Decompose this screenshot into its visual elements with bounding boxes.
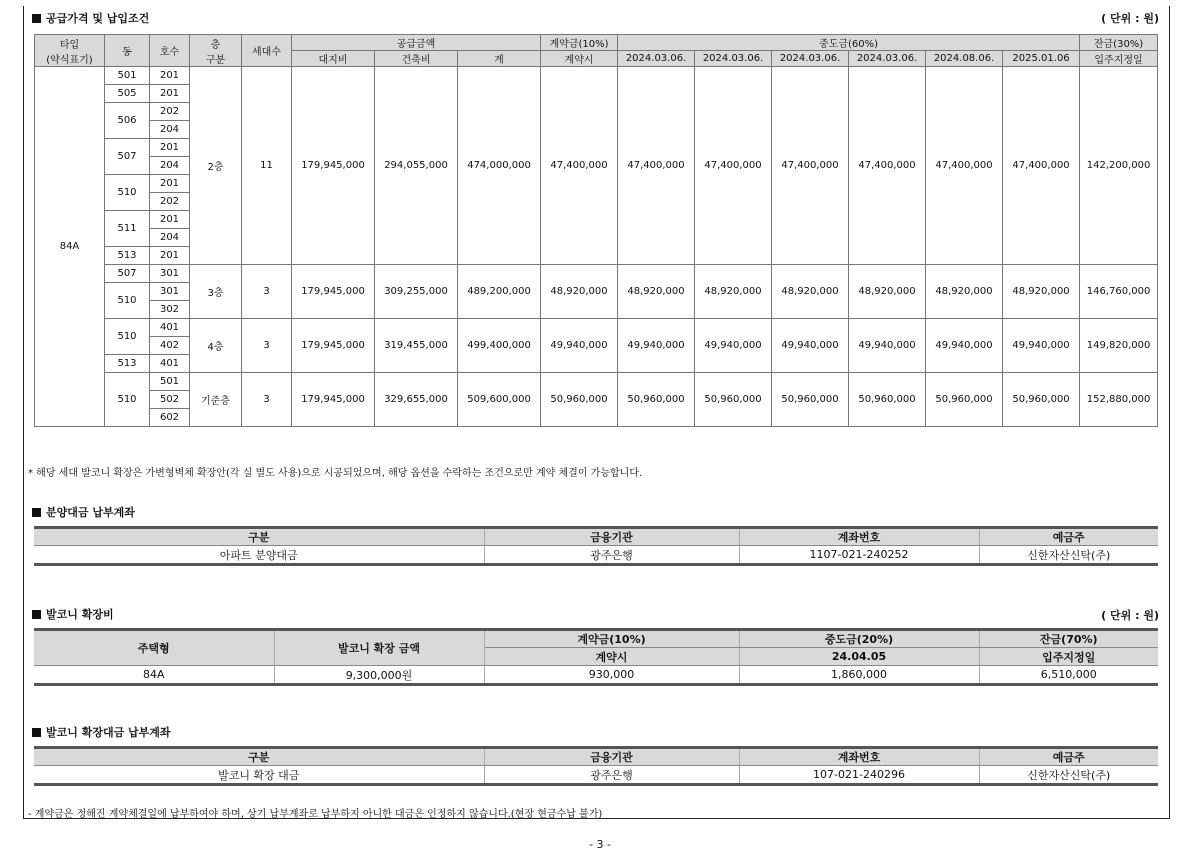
document-page bbox=[23, 6, 1170, 819]
subheader-contract: 계약시 bbox=[484, 648, 739, 666]
balcony-note: * 해당 세대 발코니 확장은 가변형벽체 확장안(각 실 별도 사용)으로 시공되었으며, 해당 옵션을 수락하는 조건으로만 계약 체결이 가능합니다. bbox=[28, 468, 643, 479]
cell-middle: 1,860,000 bbox=[739, 666, 979, 685]
header-balance-at: 입주지정일 bbox=[1080, 51, 1158, 67]
unit-label: ( 단위 : 원) bbox=[1101, 12, 1159, 25]
header-contract: 계약금(10%) bbox=[541, 35, 618, 51]
payment-account-table bbox=[34, 526, 1158, 566]
table-row bbox=[34, 546, 1158, 565]
cell-hosu: 202 bbox=[150, 103, 190, 121]
header-balance: 잔금(70%) bbox=[979, 630, 1158, 648]
cell-middle: 49,940,000 bbox=[926, 319, 1003, 373]
header-hosu: 호수 bbox=[150, 35, 190, 67]
cell-balance: 142,200,000 bbox=[1080, 67, 1158, 265]
header-bank: 금융기관 bbox=[484, 748, 739, 766]
cell-middle: 48,920,000 bbox=[618, 265, 695, 319]
cell-hosu: 204 bbox=[150, 121, 190, 139]
cell-middle: 48,920,000 bbox=[849, 265, 926, 319]
cell-dong: 507 bbox=[105, 139, 150, 175]
header-middle-date: 2024.03.06. bbox=[695, 51, 772, 67]
cell-hosu: 502 bbox=[150, 391, 190, 409]
cell-total: 499,400,000 bbox=[458, 319, 541, 373]
header-type: 타입 (약식표기) bbox=[35, 35, 105, 67]
header-contract: 계약금(10%) bbox=[484, 630, 739, 648]
deposit-note: - 계약금은 정해진 계약체결일에 납부하여야 하며, 상기 납부계좌로 납부하지 아니한 대금은 인정하지 않습니다.(현장 현금수납 불가) bbox=[28, 809, 603, 820]
cell-hosu: 201 bbox=[150, 247, 190, 265]
header-middle-date: 2024.03.06. bbox=[618, 51, 695, 67]
table-row bbox=[35, 67, 1158, 85]
cell-middle: 50,960,000 bbox=[849, 373, 926, 427]
table-header-row bbox=[34, 630, 1158, 648]
cell-contract: 47,400,000 bbox=[541, 67, 618, 265]
cell-hosu: 201 bbox=[150, 67, 190, 85]
header-building: 건축비 bbox=[375, 51, 458, 67]
header-middle: 중도금(60%) bbox=[618, 35, 1080, 51]
section-title-balcony-cost bbox=[32, 606, 114, 622]
cell-hosu: 501 bbox=[150, 373, 190, 391]
cell-middle: 48,920,000 bbox=[926, 265, 1003, 319]
cell-building: 319,455,000 bbox=[375, 319, 458, 373]
header-middle-date: 2024.03.06. bbox=[772, 51, 849, 67]
cell-middle: 50,960,000 bbox=[926, 373, 1003, 427]
header-account-holder: 예금주 bbox=[979, 748, 1158, 766]
header-floor: 층 구분 bbox=[190, 35, 242, 67]
header-middle-date: 2024.08.06. bbox=[926, 51, 1003, 67]
cell-dong: 510 bbox=[105, 175, 150, 211]
cell-land: 179,945,000 bbox=[292, 265, 375, 319]
cell-account-number: 1107-021-240252 bbox=[739, 546, 979, 565]
table-header-row bbox=[34, 748, 1158, 766]
cell-hosu: 201 bbox=[150, 175, 190, 193]
cell-account-number: 107-021-240296 bbox=[739, 766, 979, 785]
cell-middle: 49,940,000 bbox=[849, 319, 926, 373]
cell-units: 3 bbox=[242, 319, 292, 373]
cell-total: 509,600,000 bbox=[458, 373, 541, 427]
header-total: 계 bbox=[458, 51, 541, 67]
header-contract-at: 계약시 bbox=[541, 51, 618, 67]
cell-hosu: 401 bbox=[150, 319, 190, 337]
cell-land: 179,945,000 bbox=[292, 373, 375, 427]
cell-middle: 50,960,000 bbox=[618, 373, 695, 427]
header-supply-amount: 공급금액 bbox=[292, 35, 541, 51]
cell-dong: 501 bbox=[105, 67, 150, 85]
cell-units: 3 bbox=[242, 265, 292, 319]
cell-middle: 50,960,000 bbox=[772, 373, 849, 427]
header-category: 구분 bbox=[34, 528, 484, 546]
header-balcony-amount: 발코니 확장 금액 bbox=[274, 630, 484, 666]
cell-floor: 2층 bbox=[190, 67, 242, 265]
header-dong: 동 bbox=[105, 35, 150, 67]
supply-price-table bbox=[34, 34, 1158, 427]
cell-balance: 149,820,000 bbox=[1080, 319, 1158, 373]
header-middle: 중도금(20%) bbox=[739, 630, 979, 648]
table-row bbox=[35, 373, 1158, 391]
square-bullet-icon bbox=[32, 508, 41, 517]
header-account-number: 계좌번호 bbox=[739, 748, 979, 766]
cell-dong: 513 bbox=[105, 247, 150, 265]
cell-category: 발코니 확장 대금 bbox=[34, 766, 484, 785]
cell-hosu: 202 bbox=[150, 193, 190, 211]
cell-contract: 48,920,000 bbox=[541, 265, 618, 319]
cell-bank: 광주은행 bbox=[484, 766, 739, 785]
cell-land: 179,945,000 bbox=[292, 319, 375, 373]
square-bullet-icon bbox=[32, 728, 41, 737]
cell-middle: 49,940,000 bbox=[695, 319, 772, 373]
header-bank: 금융기관 bbox=[484, 528, 739, 546]
cell-middle: 47,400,000 bbox=[772, 67, 849, 265]
balcony-account-table bbox=[34, 746, 1158, 786]
section-title-text: 분양대금 납부계좌 bbox=[46, 506, 135, 519]
cell-total: 474,000,000 bbox=[458, 67, 541, 265]
cell-dong: 506 bbox=[105, 103, 150, 139]
header-category: 구분 bbox=[34, 748, 484, 766]
section-title-text: 발코니 확장비 bbox=[46, 608, 114, 621]
cell-hosu: 302 bbox=[150, 301, 190, 319]
section-title-text: 발코니 확장대금 납부계좌 bbox=[46, 726, 171, 739]
cell-middle: 47,400,000 bbox=[1003, 67, 1080, 265]
cell-middle: 48,920,000 bbox=[772, 265, 849, 319]
cell-middle: 47,400,000 bbox=[849, 67, 926, 265]
cell-floor: 기준층 bbox=[190, 373, 242, 427]
cell-building: 294,055,000 bbox=[375, 67, 458, 265]
cell-land: 179,945,000 bbox=[292, 67, 375, 265]
square-bullet-icon bbox=[32, 610, 41, 619]
cell-units: 3 bbox=[242, 373, 292, 427]
cell-hosu: 401 bbox=[150, 355, 190, 373]
cell-building: 329,655,000 bbox=[375, 373, 458, 427]
section-title-supply-price bbox=[32, 10, 149, 26]
header-middle-date: 2025.01.06 bbox=[1003, 51, 1080, 67]
cell-type: 84A bbox=[35, 67, 105, 427]
cell-balance: 6,510,000 bbox=[979, 666, 1158, 685]
cell-middle: 47,400,000 bbox=[926, 67, 1003, 265]
cell-dong: 507 bbox=[105, 265, 150, 283]
cell-hosu: 201 bbox=[150, 139, 190, 157]
cell-middle: 49,940,000 bbox=[1003, 319, 1080, 373]
cell-hosu: 301 bbox=[150, 283, 190, 301]
cell-middle: 50,960,000 bbox=[695, 373, 772, 427]
header-account-holder: 예금주 bbox=[979, 528, 1158, 546]
page-number: - 3 - bbox=[589, 838, 611, 851]
cell-account-holder: 신한자산신탁(주) bbox=[979, 546, 1158, 565]
table-row bbox=[34, 766, 1158, 785]
table-header-row bbox=[35, 35, 1158, 51]
cell-hosu: 204 bbox=[150, 157, 190, 175]
cell-hosu: 201 bbox=[150, 85, 190, 103]
cell-middle: 50,960,000 bbox=[1003, 373, 1080, 427]
subheader-middle: 24.04.05 bbox=[739, 648, 979, 666]
cell-middle: 47,400,000 bbox=[618, 67, 695, 265]
cell-floor: 3층 bbox=[190, 265, 242, 319]
cell-total: 489,200,000 bbox=[458, 265, 541, 319]
cell-middle: 47,400,000 bbox=[695, 67, 772, 265]
cell-account-holder: 신한자산신탁(주) bbox=[979, 766, 1158, 785]
square-bullet-icon bbox=[32, 14, 41, 23]
cell-dong: 511 bbox=[105, 211, 150, 247]
section-title-balcony-account bbox=[32, 724, 171, 740]
cell-house-type: 84A bbox=[34, 666, 274, 685]
cell-middle: 49,940,000 bbox=[772, 319, 849, 373]
cell-contract: 50,960,000 bbox=[541, 373, 618, 427]
cell-middle: 48,920,000 bbox=[695, 265, 772, 319]
cell-floor: 4층 bbox=[190, 319, 242, 373]
cell-category: 아파트 분양대금 bbox=[34, 546, 484, 565]
header-account-number: 계좌번호 bbox=[739, 528, 979, 546]
cell-balance: 146,760,000 bbox=[1080, 265, 1158, 319]
header-balance: 잔금(30%) bbox=[1080, 35, 1158, 51]
unit-label: ( 단위 : 원) bbox=[1101, 609, 1159, 622]
header-units: 세대수 bbox=[242, 35, 292, 67]
balcony-cost-table bbox=[34, 628, 1158, 686]
section-title-text: 공급가격 및 납입조건 bbox=[46, 12, 150, 25]
table-row bbox=[35, 265, 1158, 283]
table-header-row bbox=[34, 528, 1158, 546]
cell-contract: 930,000 bbox=[484, 666, 739, 685]
cell-contract: 49,940,000 bbox=[541, 319, 618, 373]
header-middle-date: 2024.03.06. bbox=[849, 51, 926, 67]
cell-balcony-amount: 9,300,000원 bbox=[274, 666, 484, 685]
table-row bbox=[34, 666, 1158, 685]
cell-dong: 510 bbox=[105, 319, 150, 355]
cell-dong: 510 bbox=[105, 373, 150, 427]
table-row bbox=[35, 319, 1158, 337]
cell-hosu: 201 bbox=[150, 211, 190, 229]
cell-middle: 48,920,000 bbox=[1003, 265, 1080, 319]
cell-dong: 513 bbox=[105, 355, 150, 373]
header-house-type: 주택형 bbox=[34, 630, 274, 666]
cell-building: 309,255,000 bbox=[375, 265, 458, 319]
subheader-balance: 입주지정일 bbox=[979, 648, 1158, 666]
cell-bank: 광주은행 bbox=[484, 546, 739, 565]
cell-hosu: 602 bbox=[150, 409, 190, 427]
section-title-payment-account bbox=[32, 504, 135, 520]
cell-hosu: 204 bbox=[150, 229, 190, 247]
cell-middle: 49,940,000 bbox=[618, 319, 695, 373]
header-land: 대지비 bbox=[292, 51, 375, 67]
cell-units: 11 bbox=[242, 67, 292, 265]
cell-dong: 505 bbox=[105, 85, 150, 103]
cell-hosu: 301 bbox=[150, 265, 190, 283]
cell-balance: 152,880,000 bbox=[1080, 373, 1158, 427]
cell-hosu: 402 bbox=[150, 337, 190, 355]
cell-dong: 510 bbox=[105, 283, 150, 319]
